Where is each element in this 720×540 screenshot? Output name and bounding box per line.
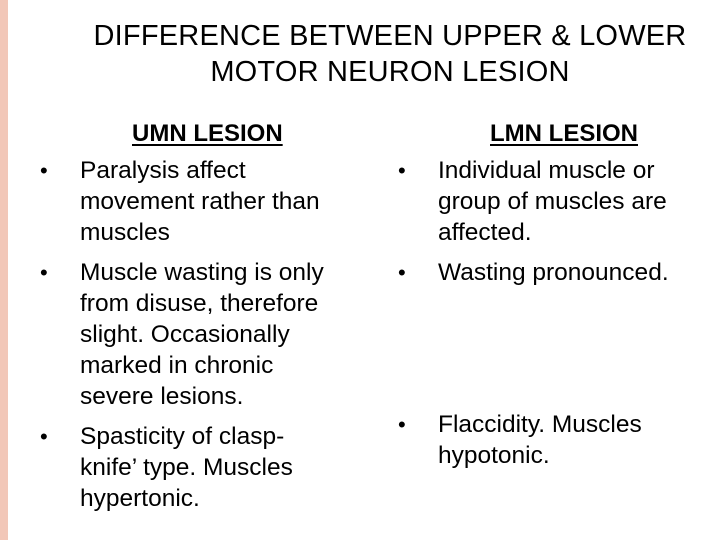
bullet-text-line: from disuse, therefore: [80, 290, 319, 317]
umn-bullet-spasticity: [40, 421, 420, 514]
slide-title: [70, 18, 710, 90]
bullet-text-line: hypertonic.: [80, 485, 200, 512]
bullet-dot-icon: •: [398, 260, 406, 285]
bullet-text-line: movement rather than: [80, 188, 320, 215]
bullet-text-line: severe lesions.: [80, 383, 244, 410]
lmn-bullet-individual-muscle: [398, 155, 720, 248]
bullet-text-line: Flaccidity. Muscles: [438, 411, 642, 438]
bullet-dot-icon: •: [398, 412, 406, 437]
bullet-text-line: slight. Occasionally: [80, 321, 290, 348]
bullet-text-line: Individual muscle or: [438, 157, 655, 184]
bullet-text-line: hypotonic.: [438, 442, 550, 469]
bullet-text-line: Paralysis affect: [80, 157, 246, 184]
bullet-text-line: group of muscles are: [438, 188, 667, 215]
bullet-text-line: Muscle wasting is only: [80, 259, 324, 286]
umn-lesion-heading: UMN LESION: [132, 120, 283, 147]
lmn-lesion-heading: LMN LESION: [490, 120, 638, 147]
lmn-bullet-flaccidity: [398, 409, 720, 471]
bullet-text-line: Spasticity of clasp-: [80, 423, 285, 450]
slide-title-line-1: DIFFERENCE BETWEEN UPPER & LOWER: [93, 20, 687, 52]
bullet-dot-icon: •: [40, 260, 48, 285]
bullet-dot-icon: •: [40, 158, 48, 183]
bullet-text-line: marked in chronic: [80, 352, 274, 379]
umn-bullet-wasting: [40, 257, 420, 412]
bullet-dot-icon: •: [398, 158, 406, 183]
bullet-dot-icon: •: [40, 424, 48, 449]
bullet-text-line: muscles: [80, 219, 170, 246]
umn-bullet-paralysis: [40, 155, 420, 248]
lmn-bullet-wasting: [398, 257, 720, 288]
bullet-text-line: Wasting pronounced.: [438, 259, 669, 286]
left-accent-bar: [0, 0, 8, 540]
bullet-text-line: affected.: [438, 219, 532, 246]
slide-title-line-2: MOTOR NEURON LESION: [210, 56, 570, 88]
bullet-text-line: knife’ type. Muscles: [80, 454, 293, 481]
